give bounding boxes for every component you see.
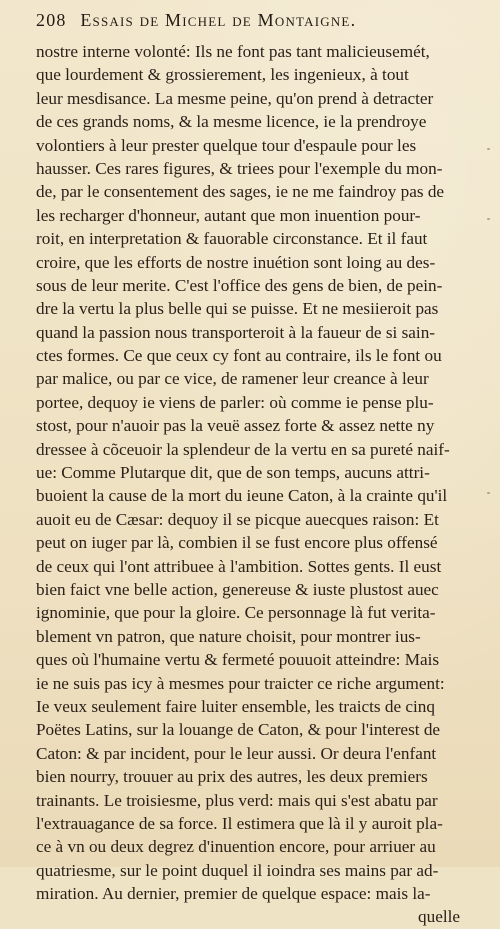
text-line: peut on iuger par là, combien il se fust encore plus offensé [36,533,438,553]
margin-speck [487,218,490,220]
running-title: Essais de Michel de Montaigne. [80,10,357,30]
text-line: volontiers à leur prester quelque tour d'espaule pour les [36,135,417,155]
text-line: croire, que les efforts de nostre inuétion sont loing au des- [36,252,436,272]
text-line: de ceux qui l'ont attribuee à l'ambition. Sottes gents. Il eust [36,556,442,576]
text-line: nostre interne volonté: Ils ne font pas tant malicieusemét, [36,42,430,61]
catchword: quelle [418,907,460,927]
margin-speck [487,148,490,150]
text-line: de ces grands noms, & la mesme licence, ie la prendroye [36,112,427,132]
body-text [36,40,488,929]
text-line: hausser. Ces rares figures, & triees pour l'exemple du mon- [36,158,443,178]
text-line: stost, pour n'auoir pas la veuë assez forte & assez nette ny [36,416,435,436]
text-line: roit, en interpretation & fauorable circonstance. Et il faut [36,229,428,249]
text-line: Caton: & par incident, pour le leur aussi. Or deura l'enfant [36,743,437,763]
text-line: de, par le consentement des sages, ie ne me faindroy pas de [36,182,445,202]
text-line: bien faict vne belle action, genereuse & iuste plustost auec [36,579,439,599]
text-line: ie ne suis pas icy à mesmes pour traicter ce riche argument: [36,673,445,693]
text-line: sous de leur merite. C'est l'office des gens de bien, de pein- [36,275,443,295]
text-line: que lourdement & grossierement, les ingenieux, à tout [36,65,409,85]
text-line: quand la passion nous transporteroit à la faueur de si sain- [36,322,436,342]
text-line: les recharger d'honneur, autant que mon inuention pour- [36,205,421,225]
text-line: par malice, ou par ce vice, de ramener leur creance à leur [36,369,429,389]
text-line: auoit eu de Cæsar: dequoy il se picque auecques raison: Et [36,509,439,529]
text-line: ue: Comme Plutarque dit, que de son temps, aucuns attri- [36,463,430,483]
text-line: blement vn patron, que nature choisit, pour montrer ius- [36,626,421,646]
text-line: portee, dequoy ie viens de parler: où comme ie pense plu- [36,392,434,412]
text-line: buoient la cause de la mort du ieune Caton, à la crainte qu'il [36,486,448,506]
text-line: ques où l'humaine vertu & fermeté pouuoit atteindre: Mais [36,650,440,670]
page-number: 208 [36,10,67,30]
page-header [36,10,476,38]
text-line: bien nourry, trouuer au prix des autres, les deux premiers [36,767,428,787]
text-line: Poëtes Latins, sur la louange de Caton, & pour l'interest de [36,720,441,740]
text-line: Ie veux seulement faire luiter ensemble, les traicts de cinq [36,696,435,716]
text-line: ce à vn ou deux degrez d'inuention encore, pour arriuer au [36,837,436,857]
text-line: l'extrauagance de sa force. Il estimera que là il y auroit pla- [36,813,443,833]
text-line: ignominie, que pour la gloire. Ce personnage là fut verita- [36,603,436,623]
text-line: quatriesme, sur le point duquel il ioindra ses mains par ad- [36,860,439,880]
margin-speck [487,492,490,494]
text-line: trainants. Le troisiesme, plus verd: mais qui s'est abatu par [36,790,438,810]
text-line: ctes formes. Ce que ceux cy font au contraire, ils le font ou [36,346,442,366]
text-line: miration. Au dernier, premier de quelque espace: mais la- [36,884,431,904]
text-line: leur mesdisance. La mesme peine, qu'on prend à detracter [36,88,434,108]
text-line: dressee à cõceuoir la splendeur de la vertu en sa pureté naif- [36,439,450,459]
text-line: dre la vertu la plus belle qui se puisse. Et ne mesiieroit pas [36,299,439,319]
